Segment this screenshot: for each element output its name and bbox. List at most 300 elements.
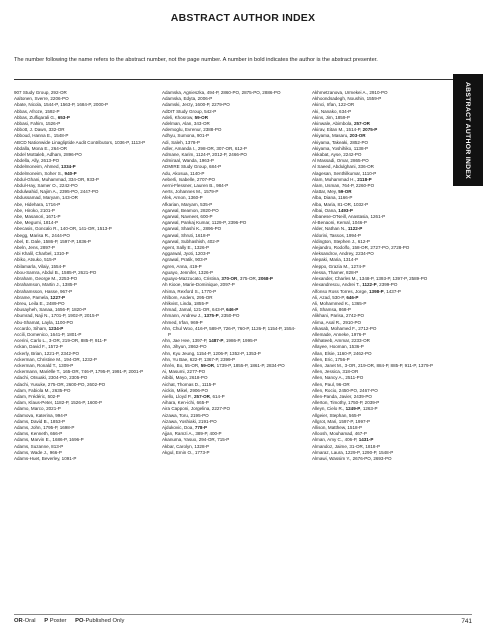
abstract-numbers: 1124-P, 2012-P, 2466-PO [194, 152, 247, 158]
author-name: Afkarian, Maryam, [162, 201, 199, 207]
abstract-numbers: 1586-P, 1597-P, 1836-P [41, 238, 91, 244]
abstract-numbers: 1963-P [197, 158, 214, 164]
abstract-numbers: 295-OR [195, 294, 213, 300]
author-name: Agrawal, Pratik, [162, 257, 194, 263]
abstract-numbers: 292-OR [49, 90, 67, 95]
abstract-numbers: 336-OR [356, 164, 374, 170]
author-name: Agarwal, Shruti, [162, 232, 195, 238]
author-name: Agarwal, Shashi K., [162, 226, 202, 232]
abstract-numbers: 2097-P [218, 282, 235, 288]
abstract-numbers: 257-OR, 614-P [192, 393, 225, 399]
author-name: Abilamarla, Vilaiy, [14, 263, 50, 269]
author-name: Aldorini, Tassos, [312, 232, 346, 238]
abstract-numbers: 600-P [199, 214, 213, 220]
abstract-numbers: 264-OR [49, 145, 68, 151]
abstract-numbers: 2444-PO [50, 232, 70, 238]
author-name: Agren, Anna, [162, 263, 189, 269]
abstract-numbers: 1274-P [349, 263, 366, 269]
index-column-1 [14, 90, 148, 462]
index-instructions: The number following the name refers to the abstract number, not the page number. A number in bold indicates the author is the abstract presenter. [14, 57, 378, 63]
abstract-numbers: 1348-P, 1393-P, 1397-P, 2589-PO [358, 276, 428, 282]
author-name: Aickin, Mikel, [162, 387, 189, 393]
abstract-numbers: 1544-P, 1563-P, 1684-P, 2000-P [42, 102, 109, 108]
author-name: Adams, Wade J., [14, 449, 49, 455]
author-name: Allgeier, Stephan, [312, 412, 348, 418]
abstract-numbers: 143-OR [60, 195, 78, 201]
side-tab-label: ABSTRACT AUTHOR INDEX [464, 81, 472, 179]
author-name: Adler, Amanda I., [162, 145, 197, 151]
abstract-numbers: 158-OR, 2727-PO, 2728-PO [350, 245, 410, 251]
abstract-numbers: 402-P [205, 238, 220, 244]
author-name: Abreu, Leila E., [14, 300, 46, 306]
author-name: Albanese-O'Neill, Anastasia, [312, 214, 370, 220]
abstract-numbers: 535-P [198, 201, 213, 207]
abstract-numbers: 969-P [189, 319, 203, 325]
abstract-numbers: 1122-P, 2399-PO [360, 282, 398, 288]
presenter-abstract-number: 1334-P [59, 164, 76, 170]
author-name: Adam, Frédéric, [14, 393, 47, 399]
author-name: Aguayo-Mazzucato, Cristina, [162, 276, 221, 282]
presenter-abstract-number: 1431-P [358, 437, 374, 443]
abstract-numbers: 294-OR, 715-P [197, 437, 230, 443]
abstract-numbers: 416-P, 589-P, 726-P, 760-P, 1126-P, 1154-P, 1554-P [168, 325, 296, 337]
author-name: Alder, Nathan N., [312, 226, 347, 232]
presenter-abstract-number: 59-OR [193, 114, 208, 120]
abstract-numbers: 1385-P [61, 282, 77, 288]
author-name: Ajjan, Ramzi A., [162, 431, 195, 437]
author-name: Allison, Matthew, [312, 424, 347, 430]
author-name: Allen, Jessica, [312, 369, 342, 375]
presenter-abstract-number: 59-OR [200, 362, 215, 368]
abstract-numbers: 2277-PO [185, 369, 206, 375]
legend-item-published-only: PO-Published Only [75, 618, 125, 624]
presenter-abstract-number: 1122-P [346, 226, 363, 232]
abstract-numbers [337, 189, 352, 194]
author-name: Adam, Klaus-Peter, [14, 400, 54, 406]
author-name: Adi, Saleh, [162, 139, 184, 145]
author-name: Allgrot, Mari, [312, 418, 338, 424]
abstract-numbers: 622-P, 1367-P, 2399-P [188, 356, 236, 362]
abstract-numbers: 2227-PO [210, 406, 230, 412]
presenter-abstract-number: 257-OR [192, 393, 210, 399]
author-name: Akgul, Emin O., [162, 449, 194, 455]
author-name: Akiyama, Takeaki, [312, 139, 349, 145]
author-name: Allen, Janet M., [312, 362, 344, 368]
author-name: Allen, Eric, [312, 356, 334, 362]
author-name: Alattar, Mey, [312, 189, 337, 195]
author-name: Al-Benaoni, Kemal, [312, 220, 351, 226]
author-name: Aguayo, Jennifer, [162, 269, 198, 275]
abstract-numbers: 1249-P, 1263-P [344, 406, 378, 412]
abstract-numbers: 1526-P [44, 121, 61, 127]
abstract-numbers: 1600-P, 2279-PO [193, 102, 230, 108]
abstract-numbers: 2896-PO [201, 226, 222, 232]
author-name: Adams, Marvin E., [14, 437, 52, 443]
author-name: ADMIRE Study Group, [162, 164, 208, 170]
author-name: Ahn, Kyu Jeung, [162, 350, 196, 356]
presenter-abstract-number: 646-P [346, 294, 359, 300]
abstract-numbers: 1859-P [333, 114, 350, 120]
abstract-numbers: 994-P [53, 412, 68, 418]
author-name: Abdussamad, Maryam, [14, 195, 61, 201]
abstract-numbers: 1140-P [188, 170, 205, 176]
abstract-numbers [63, 171, 76, 176]
author-name: Akiyama, Masaru, [312, 133, 349, 139]
abstract-numbers: 1770-P [200, 288, 217, 294]
abstract-numbers: 2906-PO [188, 387, 208, 393]
abstract-numbers: 828-P [344, 269, 359, 275]
abstract-numbers: 1115-P [200, 381, 216, 387]
abstract-numbers: 502-P [46, 393, 60, 399]
author-name: Abdulwahid, Najim A., [14, 189, 59, 195]
author-name: Aki, Nanako, [312, 108, 338, 114]
abstract-numbers: 1641-P, 1801-P [48, 331, 82, 337]
author-name: Al Massadi, Omar, [312, 158, 350, 164]
author-name: Acerini, Carlo L., [14, 338, 48, 344]
author-name: Admiraal, Wanda, [162, 158, 198, 164]
abstract-numbers: 419-P [188, 263, 202, 269]
abstract-numbers: 565-P [347, 412, 362, 418]
abstract-numbers: 1328-P [193, 443, 210, 449]
abstract-numbers: 2852-PO [348, 139, 369, 145]
abstract-numbers: 3-OR, 219-OR, 885-P, 911-P [47, 338, 107, 344]
author-name: Albai, Oana, [312, 207, 338, 213]
abstract-numbers: 1618-P [194, 232, 211, 238]
author-name: Akinci, Irfan, [312, 102, 338, 108]
author-name: Abrame, Pamela, [14, 294, 50, 300]
abstract-numbers: 165-OR, 746-P, 1795-P, 1991-P, 2001-P [61, 369, 144, 375]
author-name: Alba, Diana, [312, 195, 337, 201]
abstract-numbers: 1203-P [194, 251, 211, 257]
abstract-numbers: 121-OR, 643-P, 646-P [192, 307, 239, 313]
author-name: Abusayheh, Sanaa, [14, 307, 54, 313]
author-name: Abdelmoneim, Soher S., [14, 170, 64, 176]
abstract-numbers: 901-P [195, 133, 210, 139]
abstract-numbers: 332-OR [47, 127, 65, 133]
abstract-numbers: 1398-P, 1437-P [367, 288, 401, 294]
abstract-numbers: 2206-PO [49, 96, 69, 102]
author-name: Abbas, Afroze, [14, 108, 44, 114]
author-name: Akirav, Eitan M., [312, 127, 345, 133]
presenter-abstract-number: 1398-P [367, 288, 384, 294]
presenter-abstract-number: 1493-P [337, 207, 353, 213]
abstract-numbers: 494-P, 2860-PO, 2875-PO, 2886-PO [205, 90, 281, 95]
author-name: Abbasi, Fahim, [14, 121, 45, 127]
abstract-numbers: 1853-P [49, 418, 66, 424]
author-name: Abdella, Ally, [14, 158, 40, 164]
presenter-abstract-number: 1249-P [344, 406, 361, 412]
abstract-numbers: 2439-PO [352, 393, 372, 399]
abstract-numbers: 1572-P [46, 344, 63, 350]
author-name: Abegg, Marisa R., [14, 232, 51, 238]
abstract-numbers: 1656-P, 1820-P [53, 307, 87, 313]
abstract-numbers: 1036-P, 1113-P [113, 139, 146, 145]
abstract-numbers: 467-P [353, 431, 367, 437]
abstract-numbers: 1310-P [52, 251, 69, 257]
author-name: Ajdukovic, Doa, [162, 424, 194, 430]
author-name: Alba, Maria, [312, 201, 337, 207]
author-name: Adams-Huet, Beverley, [14, 455, 61, 461]
abstract-numbers: 2862-PO [187, 344, 207, 350]
author-name: Ahn, Jihyun, [162, 344, 188, 350]
abstract-numbers: 1221-P, 2342-PO [42, 350, 80, 356]
author-name: Ackerman, Christine M., [14, 356, 63, 362]
abstract-numbers: 1701-P, 1902-P, 2015-P [49, 313, 100, 319]
author-name: Ahn, Jae Hee, [162, 338, 191, 344]
author-name: Agarwal, Beamon, [162, 207, 200, 213]
author-name: Adams, John, [14, 424, 42, 430]
author-name: Adamova, Katerina, [14, 412, 54, 418]
author-name: Ackerly, Brian, [14, 350, 43, 356]
author-name: Adelman, Alan, [162, 121, 193, 127]
author-entry [14, 456, 148, 462]
author-name: Alagesan, Senthilkumar, [312, 170, 362, 176]
abstract-numbers: 2006-P [196, 96, 213, 102]
author-name: Ackerman, Ronald T., [14, 362, 58, 368]
author-name: Allen, Nancy A., [312, 375, 345, 381]
author-name: Accili, Domenico, [14, 331, 49, 337]
author-name: Allen-Panda, Javier, [312, 393, 353, 399]
abstract-numbers: 1750-P, 2039-P [346, 400, 380, 406]
abstract-numbers: 515-P [42, 257, 57, 263]
author-name: Alikhani, Parisa, [312, 313, 345, 319]
presenter-abstract-number: 940-P [63, 170, 77, 176]
author-name: Afek, Arnon, [162, 195, 187, 201]
presenter-abstract-number: 778-P [193, 424, 207, 430]
abstract-numbers: 967-P [58, 288, 73, 294]
author-name: Aibibi, Mayo, [162, 375, 189, 381]
author-name: Akins, Jim, [312, 114, 334, 120]
abstract-numbers: 140-OR, 141-OR, 1513-P [59, 226, 112, 232]
abstract-numbers: 406-P, 1431-P [343, 437, 374, 443]
author-name: Agarwal, Navneet, [162, 214, 200, 220]
abstract-numbers: 1326-P [197, 269, 214, 275]
abstract-numbers [47, 326, 63, 331]
author-name: Adamska, Agnieszka, [162, 90, 206, 95]
author-name: Ahmad, Jamal, [162, 307, 193, 313]
author-name: Ahlbom, Anders, [162, 294, 196, 300]
abstract-numbers: 370-OR, 375-OR, 2068-P [220, 276, 273, 282]
author-name: Alam, Usman, [312, 183, 341, 189]
author-name: Alepaki, Maria, [312, 257, 343, 263]
presenter-abstract-number: 1375-P [202, 313, 219, 319]
presenter-abstract-number: 59-OR [336, 189, 352, 195]
author-name: Ali, Shamsa, [312, 307, 338, 313]
abstract-numbers: 2910-PO [368, 90, 388, 95]
author-name: AdDIT Study Group, [162, 108, 203, 114]
author-name: Almaraz, Laura, [312, 449, 345, 455]
abstract-numbers: 2191-PO [197, 418, 217, 424]
index-column-2 [162, 90, 296, 456]
author-name: Adhyu, Sumona, [162, 133, 196, 139]
abstract-numbers: 3-OR, 219-OR, 884-P, 885-P, 911-P, 1379-P [343, 362, 434, 368]
abstract-numbers: 1548-P [52, 133, 69, 139]
presenter-abstract-number: 257-OR [352, 121, 370, 127]
author-name: ABCD Nationwide Linagliptide Audit Contributors, [14, 139, 114, 145]
abstract-numbers: 2613-PO [39, 158, 60, 164]
author-name: Abecasis, Goncalo R., [14, 226, 59, 232]
abstract-numbers: 666-P [48, 431, 63, 437]
abstract-numbers: 1314-P [342, 257, 359, 263]
abstract-numbers: 1814-P [42, 220, 58, 226]
abstract-numbers: 2253-PO [57, 276, 78, 282]
abstract-numbers: 634-P [337, 108, 352, 114]
abstract-numbers: 1154-P, 1206-P, 1352-P, 1353-P [195, 350, 261, 356]
presenter-abstract-number: 1122-P [360, 282, 377, 288]
author-name: Adu, Akosua, [162, 170, 189, 176]
abstract-numbers: 2101-P [39, 207, 55, 213]
abstract-numbers: 1397-P, 1487-P, 1986-P, 1995-P [190, 338, 258, 344]
author-name: Adachi, Otsuaki, [14, 375, 48, 381]
abstract-numbers [193, 115, 208, 120]
author-name: Adams, Kenneth, [14, 431, 49, 437]
presenter-abstract-number: 370-OR [220, 276, 238, 282]
author-name: Aira Capponi, Jorgelina, [162, 406, 211, 412]
abstract-numbers: 1514-P, 2075-P [344, 127, 378, 133]
presenter-abstract-number: 1487-P [208, 338, 224, 344]
author-name: Adamska, Edyta, [162, 96, 197, 102]
abstract-numbers: 1160-P, 2462-PO [335, 350, 372, 356]
abstract-numbers: 1261-P [369, 214, 386, 220]
abstract-numbers: 1686-P, 1696-P [51, 437, 84, 443]
author-name: Aichat, Thomas D., [162, 381, 201, 387]
abstract-numbers: 1716-P [44, 201, 61, 207]
abstract-numbers: 1795-P, 1698-P [41, 424, 75, 430]
author-name: Abel, E. Dale, [14, 238, 42, 244]
presenter-abstract-number: 1234-P [47, 325, 64, 331]
author-name: Alejandro, Rodolfo, [312, 245, 351, 251]
author-name: Abdelmoneim, Ahmed, [14, 164, 60, 170]
header-rule [14, 79, 472, 80]
page-footer [14, 618, 472, 630]
abstract-numbers: 2233-OR [350, 338, 370, 344]
author-name: Alkasab, Mohamed F., [312, 325, 357, 331]
abstract-numbers: 2234-PO [354, 251, 374, 257]
abstract-numbers: 2742-PO [344, 313, 365, 319]
abstract-numbers: 1182-P, 1526-P, 1600-P [53, 400, 103, 406]
author-name: Abdul-Hay, Samer O., [14, 183, 59, 189]
abstract-numbers: 318-OR [341, 369, 359, 375]
abstract-numbers: 343-OR [192, 121, 210, 127]
abstract-numbers: 1518-P [346, 424, 363, 430]
author-name: Abe, Megumi, [14, 220, 43, 226]
author-name: Alman, Amy C., [312, 437, 344, 443]
author-name: Abu-Shamat, Layla, [14, 319, 54, 325]
author-name: Abumrad, Naji N., [14, 313, 50, 319]
abstract-numbers: 2820-PO [199, 207, 219, 213]
abstract-numbers: 55-OR, 59-OR, 1739-P, 1855-P, 1861-P, 2834-PO [183, 362, 285, 368]
abstract-numbers [194, 425, 207, 430]
abstract-numbers: 2865-PO [349, 158, 369, 164]
author-name: Allemade, Anneke, [312, 331, 350, 337]
abstract-numbers: 2242-PO [58, 183, 78, 189]
author-name: Akiyama, Yoshihiko, [312, 145, 353, 151]
abstract-numbers: 1309-P [57, 362, 74, 368]
author-name: Adamski, Jerzy, [162, 102, 194, 108]
author-name: Aeberli, Isabelle, [162, 176, 196, 182]
abstract-numbers: 2021-P [44, 406, 61, 412]
abstract-numbers: 1773-P [193, 449, 210, 455]
abstract-numbers: 2195-PO [189, 412, 209, 418]
author-name: Aggarwal, Jyoti, [162, 251, 195, 257]
abstract-numbers [60, 164, 76, 169]
abstract-numbers: 530-P, 646-P [330, 294, 359, 300]
abstract-numbers: 868-P [337, 307, 351, 313]
abstract-numbers: 2489-PO [45, 300, 65, 306]
presenter-abstract-number: 653-P [56, 114, 70, 120]
author-name: Agarwal, Pankaj Kumar, [162, 220, 211, 226]
abstract-numbers: 903-P [193, 257, 208, 263]
author-name: Ahrén, Bo, [162, 362, 184, 368]
author-name: Ahlkvist, Linda, [162, 300, 193, 306]
author-name: Almandoz, Jaime, [312, 443, 349, 449]
abstract-numbers: 298-OR, 307-OR, 612-P [196, 145, 247, 151]
author-name: Adams, David B., [14, 418, 50, 424]
author-name: Abbott, J. Dawn, [14, 127, 48, 133]
author-name: Akkabat, Ayse, [312, 152, 342, 158]
author-name: Abdalla, Mona E., [14, 145, 50, 151]
page-title: ABSTRACT AUTHOR INDEX [170, 12, 316, 24]
author-name: Alloosh, Mouhamad, [312, 431, 354, 437]
abstract-numbers: 2450-PO, 2467-PO [337, 387, 378, 393]
abstract-numbers [348, 133, 365, 138]
abstract-numbers [356, 177, 372, 182]
author-name: Akbar, Carolyn, [162, 443, 194, 449]
abstract-numbers: 1110-P [361, 170, 377, 176]
author-name: Aiello, Lloyd P., [162, 393, 193, 399]
abstract-numbers: 81-OR, 1032-P [336, 201, 369, 207]
author-name: Ackan, David F., [14, 344, 47, 350]
author-name: Aldington, Stephen J., [312, 238, 357, 244]
author-name: Admane, Karim, [162, 152, 195, 158]
abstract-numbers [337, 208, 353, 213]
abstract-numbers: 122-OR [337, 102, 355, 108]
presenter-abstract-number: 2068-P [258, 276, 273, 282]
abstract-type-legend [14, 618, 131, 624]
abstract-numbers: 1579-P [202, 189, 219, 195]
author-name: Abraham, George M., [14, 276, 58, 282]
author-name: Abe, Masanori, [14, 214, 45, 220]
abstract-numbers: 1100-PO [53, 319, 74, 325]
section-side-tab [453, 74, 483, 186]
abstract-numbers: 2635-PO [50, 387, 71, 393]
author-name: Allen, Rocio, [312, 387, 338, 393]
author-name: Aleppo, Grazia M., [312, 263, 350, 269]
author-name: Adeli, Khosrow, [162, 114, 194, 120]
abstract-numbers: 194-OR, 1232-P [62, 356, 97, 362]
presenter-abstract-number: 2118-P [355, 176, 372, 182]
abstract-numbers: 1756-P [333, 356, 350, 362]
abstract-numbers: 31-OR, 1818-P [348, 443, 380, 449]
abstract-numbers: 1360-P [186, 195, 203, 201]
abstract-numbers: 2707-PO [195, 176, 216, 182]
abstract-numbers: 389-P, 400-P [194, 431, 222, 437]
author-entry [312, 456, 446, 462]
author-entry [162, 450, 296, 456]
author-name: Agent, Sally E., [162, 245, 194, 251]
abstract-numbers: 334-OR, 933-P [67, 176, 99, 182]
abstract-numbers: 1536-P [347, 344, 364, 350]
abstract-numbers: 2242-PO [342, 152, 362, 158]
abstract-numbers: 1855-P [192, 300, 209, 306]
abstract-numbers: 1229-P, 1290-P, 1548-P [344, 449, 394, 455]
abstract-numbers: 2910-PO [341, 319, 362, 325]
abstract-numbers: 966-P [48, 449, 62, 455]
author-name: Abrahamsson, Hasse, [14, 288, 59, 294]
abstract-numbers [347, 226, 363, 231]
author-name: Alessa, Thamer, [312, 269, 345, 275]
abstract-numbers: 665-P [195, 400, 209, 406]
